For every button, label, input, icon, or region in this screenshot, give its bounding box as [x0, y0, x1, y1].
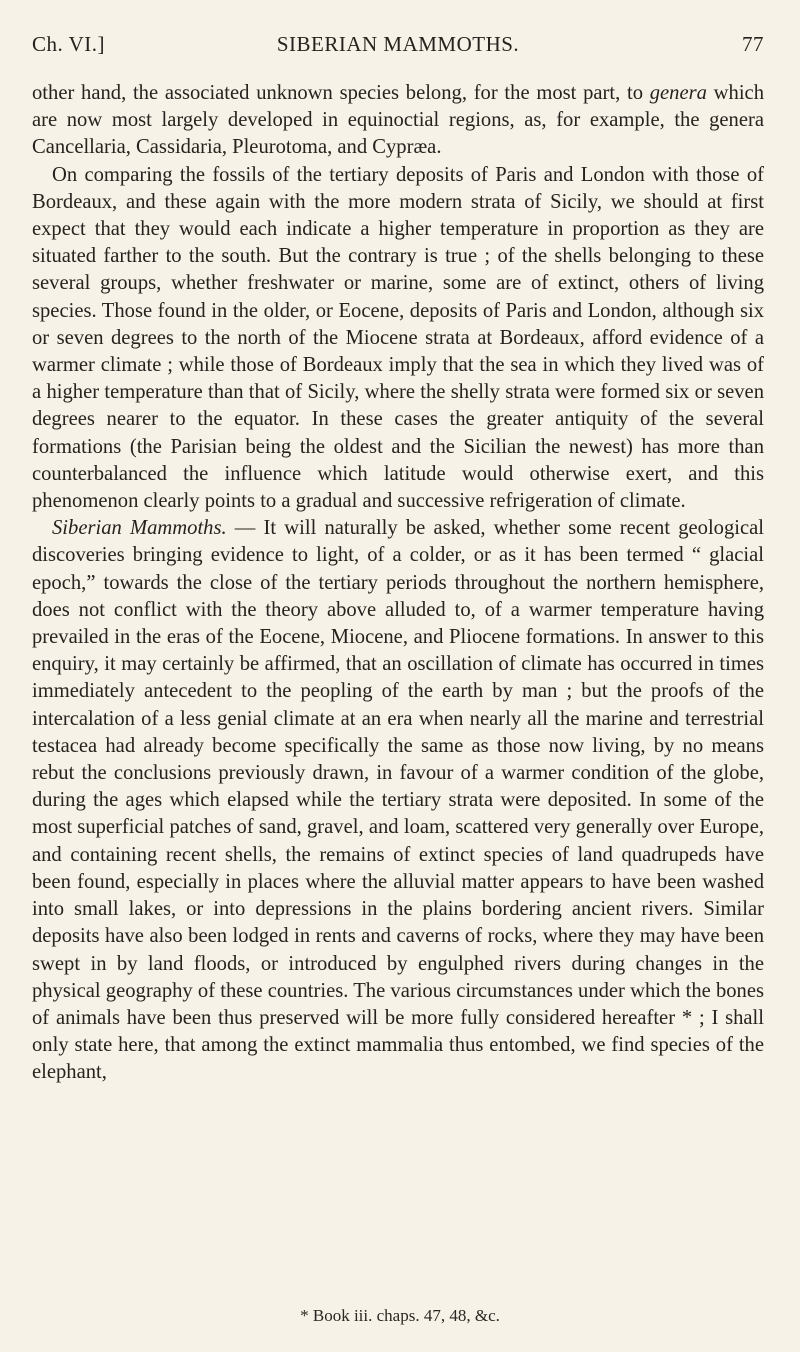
chapter-label: Ch. VI.]	[32, 32, 106, 56]
body-text	[32, 80, 764, 1087]
text-run: which are now most largely developed in equinoctial regions, as, for example, the genera Cancellaria, Cassidaria, Pleurotoma, and Cypræa.	[32, 82, 764, 159]
page-number: 77	[742, 32, 764, 56]
text-run: other hand, the associated unknown species belong, for the most part, to	[32, 82, 650, 104]
text-run: — It will naturally be asked, whether some recent geological discoveries bringing evidence to light, of a colder, or as it has been termed “ glacial epoch,” towards the close of the tertiary periods throughout the northern hemisphere, does not conflict with the theory above alluded to, of a warmer temperature having prevailed in the eras of the Eocene, Miocene, and Pliocene formations. In answer to this enquiry, it may certainly be affirmed, that an oscillation of climate has occurred in times immediately antecedent to the peopling of the earth by man ; but the proofs of the intercalation of a less genial climate at an era when nearly all the marine and terrestrial testacea had already become specifically the same as those now living, by no means rebut the conclusions previously drawn, in favour of a warmer condition of the globe, during the ages which elapsed while the tertiary strata were deposited. In some of the most superficial patches of sand, gravel, and loam, scattered very generally over Europe, and containing recent shells, the remains of extinct species of land quadrupeds have been found, especially in places where the alluvial matter appears to have been washed into small lakes, or into depressions in the plains bordering ancient rivers. Similar deposits have also been lodged in rents and caverns of rocks, where they may have been swept in by land floods, or introduced by engulphed rivers during changes in the physical geography of these countries. The various circumstances under which the bones of animals have been thus preserved will be more fully considered hereafter * ; I shall only state here, that among the extinct mammalia thus entombed, we find species of the elephant,	[32, 517, 764, 1084]
text-run: On comparing the fossils of the tertiary deposits of Paris and London with those of Bordeaux, and these again with the more modern strata of Sicily, we should at first expect that they would each indicate a higher temperature in proportion as they are situated farther to the south. But the contrary is true ; of the shells belonging to these several groups, whether freshwater or marine, some are of extinct, others of living species. Those found in the older, or Eocene, deposits of Paris and London, although six or seven degrees to the north of the Miocene strata at Bordeaux, afford evidence of a warmer climate ; while those of Bordeaux imply that the sea in which they lived was of a higher temperature than that of Sicily, where the shelly strata were formed six or seven degrees nearer to the equator. In these cases the greater antiquity of the several formations (the Parisian being the oldest and the Sicilian the newest) has more than counterbalanced the influence which latitude would otherwise exert, and this phenomenon clearly points to a gradual and successive refrigeration of climate.	[32, 163, 764, 513]
italic-text: Siberian Mammoths.	[52, 517, 227, 540]
paragraph	[32, 162, 764, 516]
paragraph	[32, 80, 764, 162]
footnote: * Book iii. chaps. 47, 48, &c.	[300, 1306, 500, 1325]
running-title: SIBERIAN MAMMOTHS.	[276, 32, 520, 56]
paragraph	[32, 515, 764, 1086]
italic-text: genera	[649, 82, 707, 104]
running-header	[32, 32, 764, 62]
